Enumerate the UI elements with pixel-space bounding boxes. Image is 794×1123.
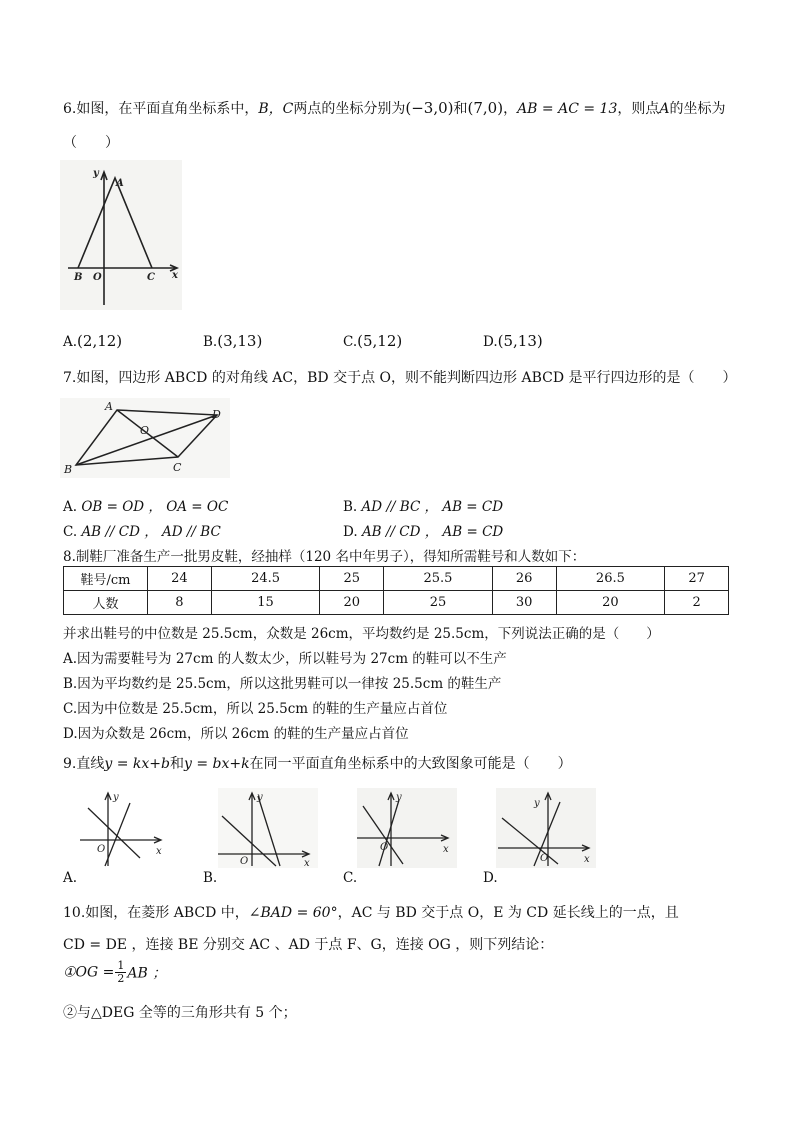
- q6-stem-f: ，则点: [617, 101, 660, 117]
- q6-option-d[interactable]: D.(5,13): [483, 332, 543, 350]
- q10-fraction: $\frac{1}{2}$: [117, 959, 125, 985]
- svg-text:y: y: [534, 798, 540, 809]
- q7-stem: 7.如图，四边形 ABCD 的对角线 AC，BD 交于点 O，则不能判断四边形 ABCD 是平行四边形的是（ ）: [63, 370, 737, 386]
- q9-option-b[interactable]: B.: [203, 870, 218, 886]
- svg-text:O: O: [380, 842, 389, 853]
- svg-text:y: y: [396, 792, 402, 803]
- svg-text:y: y: [257, 792, 263, 803]
- q9-graph-a[interactable]: [80, 788, 170, 868]
- table-cell: 25: [320, 567, 384, 591]
- q8-stem: 8.制鞋厂准备生产一批男皮鞋，经抽样（120 名中年男子），得知所需鞋号和人数如下：: [63, 549, 586, 565]
- table-cell: 24: [148, 567, 212, 591]
- q7-figure: [60, 398, 230, 478]
- svg-text:O: O: [540, 853, 549, 864]
- q6-answer-paren: （ ）: [63, 135, 119, 151]
- q10-angle: ∠BAD = 60°: [248, 905, 338, 921]
- q8-option-c[interactable]: C.因为中位数是 25.5cm，所以 25.5cm 的鞋的生产量应占首位: [63, 701, 448, 717]
- q10-stem-line2: CD = DE ，连接 BE 分别交 AC 、AD 于点 F、G，连接 OG ，则下列结论：: [63, 937, 554, 953]
- q8-option-d[interactable]: D.因为众数是 26cm，所以 26cm 的鞋的生产量应占首位: [63, 726, 409, 742]
- q6-label-o: O: [93, 272, 102, 283]
- table-cell: 25: [384, 591, 493, 615]
- q7-option-c[interactable]: C. AB // CD ， AD // BC: [63, 524, 221, 540]
- q6-coord-2: (7,0): [467, 99, 504, 117]
- q9-option-d[interactable]: D.: [483, 870, 498, 886]
- q6-label-x: x: [172, 270, 178, 281]
- q6-option-a[interactable]: A.(2,12): [63, 332, 123, 350]
- svg-text:x: x: [304, 858, 310, 868]
- q6-label-a: A: [116, 178, 124, 189]
- table-cell: 8: [148, 591, 212, 615]
- table-row: [64, 591, 729, 615]
- q7-label-a: A: [105, 400, 113, 413]
- table-cell: 26.5: [556, 567, 665, 591]
- table-cell: 27: [665, 567, 729, 591]
- q6-option-b[interactable]: B.(3,13): [203, 332, 263, 350]
- q6-label-c: C: [147, 272, 155, 283]
- table-cell: 25.5: [384, 567, 493, 591]
- q6-stem-c: 两点的坐标分别为: [293, 101, 406, 117]
- q7-label-c: C: [173, 461, 182, 474]
- q9-option-c[interactable]: C.: [343, 870, 358, 886]
- q6-condition: AB = AC = 13: [517, 101, 618, 117]
- q6-figure: [60, 160, 182, 310]
- q7-label-b: B: [64, 463, 73, 476]
- table-cell: 30: [492, 591, 556, 615]
- svg-text:O: O: [240, 856, 249, 867]
- q7-option-d[interactable]: D. AB // CD ， AB = CD: [343, 524, 504, 540]
- q10-conclusion-1: ①OG = $\frac{1}{2}$ AB ；: [63, 959, 167, 985]
- q7-option-a[interactable]: A. OB = OD ， OA = OC: [63, 499, 229, 515]
- table-cell: 24.5: [211, 567, 320, 591]
- q9-stem: 9.直线y = kx+b和y = bx+k在同一平面直角坐标系中的大致图象可能是（ ）: [63, 756, 572, 772]
- q9-equation-2: y = bx+k: [183, 756, 250, 772]
- q6-stem-a: 6.如图，在平面直角坐标系中，: [63, 101, 259, 117]
- svg-text:x: x: [156, 846, 162, 857]
- q6-stem-e: ，: [503, 101, 518, 117]
- q6-coord-1: (−3,0): [405, 99, 454, 117]
- q6-stem-d: 和: [453, 101, 468, 117]
- svg-text:x: x: [584, 854, 590, 865]
- q6-option-c[interactable]: C.(5,12): [343, 332, 403, 350]
- q9-option-a[interactable]: A.: [63, 870, 78, 886]
- q10-stem-line1: 10.如图，在菱形 ABCD 中，∠BAD = 60°，AC 与 BD 交于点 O，E 为 CD 延长线上的一点，且: [63, 905, 679, 921]
- q6-stem-g: 的坐标为: [669, 101, 726, 117]
- table-cell: 26: [492, 567, 556, 591]
- q6-label-y: y: [93, 168, 99, 179]
- table-cell: 20: [320, 591, 384, 615]
- table-cell: 20: [556, 591, 665, 615]
- svg-text:O: O: [97, 844, 106, 855]
- table-cell: 人数: [64, 591, 148, 615]
- q6-point: A: [659, 101, 670, 117]
- table-row: [64, 567, 729, 591]
- q7-option-b[interactable]: B. AD // BC ， AB = CD: [343, 499, 504, 515]
- q6-stem-b: B，C: [258, 101, 294, 117]
- q6-label-b: B: [74, 272, 83, 283]
- table-cell: 2: [665, 591, 729, 615]
- table-cell: 15: [211, 591, 320, 615]
- q8-option-b[interactable]: B.因为平均数约是 25.5cm，所以这批男鞋可以一律按 25.5cm 的鞋生产: [63, 676, 502, 692]
- q7-label-o: O: [140, 424, 150, 437]
- q9-graph-c[interactable]: [357, 788, 457, 868]
- q9-equation-1: y = kx+b: [104, 756, 170, 772]
- q8-after-text: 并求出鞋号的中位数是 25.5cm，众数是 26cm，平均数约是 25.5cm，下列说法正确的是（ ）: [63, 626, 660, 642]
- svg-text:x: x: [443, 844, 449, 855]
- q8-option-a[interactable]: A.因为需要鞋号为 27cm 的人数太少，所以鞋号为 27cm 的鞋可以不生产: [63, 651, 507, 667]
- q8-table: [63, 566, 729, 615]
- q9-graph-d[interactable]: [496, 788, 596, 868]
- q6-stem: [63, 98, 725, 118]
- q10-conclusion-2: ②与△DEG 全等的三角形共有 5 个；: [63, 1005, 297, 1021]
- svg-text:y: y: [113, 792, 119, 803]
- q7-label-d: D: [212, 408, 221, 421]
- table-cell: 鞋号/cm: [64, 567, 148, 591]
- q9-graph-b[interactable]: [218, 788, 318, 868]
